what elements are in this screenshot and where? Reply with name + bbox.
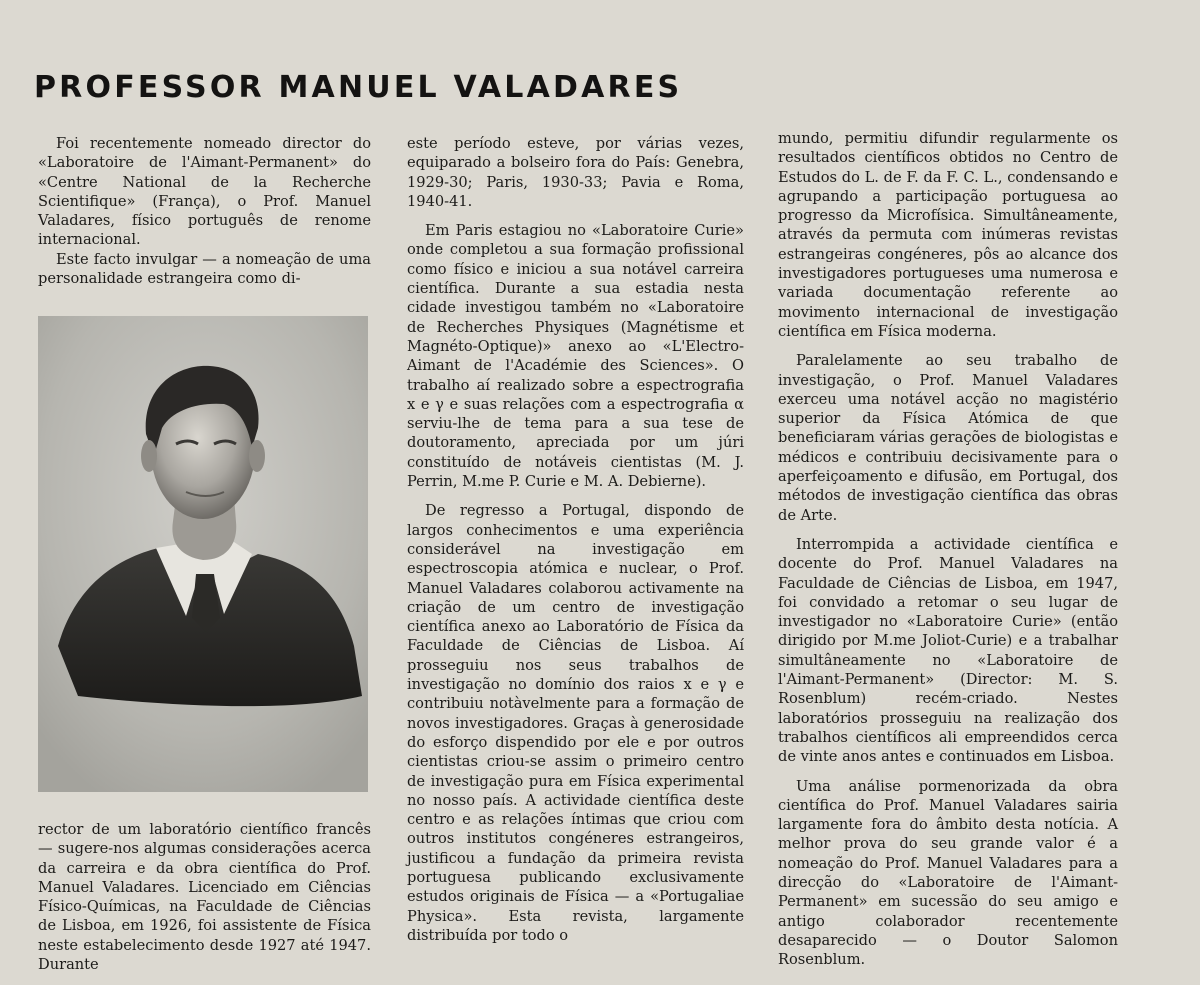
paragraph: Foi recentemente nomeado director do «Laboratoire de l'Aimant-Permanent» do «Centre National de la Recherche Scientifique» (França), o Prof. Manuel Valadares, físico português de renome internacional. bbox=[38, 135, 371, 249]
portrait-image bbox=[38, 316, 368, 792]
paragraph: Paralelamente ao seu trabalho de investigação, o Prof. Manuel Valadares exerceu uma notável acção no magistério superior da Física Atómica de que beneficiaram várias gerações de biologistas e médicos e contribuiu decisivamente para o aperfeiçoamento e difusão, em Portugal, dos métodos de investigação científica das obras de Arte. bbox=[778, 352, 1118, 524]
portrait-photo bbox=[38, 316, 368, 792]
paragraph: este período esteve, por várias vezes, equiparado a bolseiro fora do País: Genebra, 1929-30; Paris, 1930-33; Pavia e Roma, 1940-41. bbox=[407, 135, 744, 210]
paragraph: Uma análise pormenorizada da obra científica do Prof. Manuel Valadares sairia largamente fora do âmbito desta notícia. A melhor prova do seu grande valor é a nomeação do Prof. Manuel Valadares para a direcção do «Laboratoire de l'Aimant-Permanent» em sucessão do seu amigo e antigo colaborador recentemente desaparecido — o Doutor Salomon Rosenblum. bbox=[778, 777, 1118, 969]
paragraph: mundo, permitiu difundir regularmente os resultados científicos obtidos no Centro de Estudos do L. de F. da F. C. L., condensando e agrupando a participação portuguesa ao progresso da Microfísica. Simultâneamente, através da permuta com inúmeras revistas estrangeiras congéneres, pôs ao alcance dos investigadores portugueses uma numerosa e variada documentação referente ao movimento internacional de investigação científica em Física moderna. bbox=[778, 130, 1118, 340]
column-2 bbox=[407, 134, 744, 945]
column-3 bbox=[778, 129, 1118, 969]
column-1-top bbox=[38, 134, 371, 288]
paragraph: Interrompida a actividade científica e docente do Prof. Manuel Valadares na Faculdade de Ciências de Lisboa, em 1947, foi convidado a retomar o seu lugar de investigador no «Laboratoire Curie» (então dirigido por M.me Joliot-Curie) e a trabalhar simultâneamente no «Laboratoire de l'Aimant-Permanent» (Director: M. S. Rosenblum) recém-criado. Nestes laboratórios prosseguiu na realização dos trabalhos científicos ali empreendidos cerca de vinte anos antes e continuados em Lisboa. bbox=[778, 535, 1118, 766]
article-title: PROFESSOR MANUEL VALADARES bbox=[34, 70, 683, 105]
paragraph: De regresso a Portugal, dispondo de largos conhecimentos e uma experiência considerável na investigação em espectroscopia atómica e nuclear, o Prof. Manuel Valadares colaborou activamente na criação de um centro de investigação científica anexo ao Laboratório de Física da Faculdade de Ciências de Lisboa. Aí prosseguiu nos seus trabalhos de investigação no domínio dos raios x e γ e contribuiu notàvelmente para a formação de novos investigadores. Graças à generosidade do esforço dispendido por ele e por outros cientistas criou-se assim o primeiro centro de investigação pura em Física experimental no nosso país. A actividade científica deste centro e as relações íntimas que criou com outros institutos congéneres estrangeiros, justificou a fundação da primeira revista portuguesa publicando exclusivamente estudos originais de Física — a «Portugaliae Physica». Esta revista, largamente distribuída por todo o bbox=[407, 502, 744, 944]
paragraph: Em Paris estagiou no «Laboratoire Curie» onde completou a sua formação profissional como físico e iniciou a sua notável carreira científica. Durante a sua estadia nesta cidade investigou também no «Laboratoire de Recherches Physiques (Magnétisme et Magnéto-Optique)» anexo ao «L'Electro-Aimant de l'Académie des Sciences». O trabalho aí realizado sobre a espectrografia x e γ e suas relações com a espectrografia α serviu-lhe de tema para a sua tese de doutoramento, apreciada por um júri constituído de notáveis cientistas (M. J. Perrin, M.me P. Curie e M. A. Debierne). bbox=[407, 222, 744, 491]
column-1-bottom bbox=[38, 820, 371, 974]
paragraph: rector de um laboratório científico francês — sugere-nos algumas considerações acerca da carreira e da obra científica do Prof. Manuel Valadares. Licenciado em Ciências Físico-Químicas, na Faculdade de Ciências de Lisboa, em 1926, foi assistente de Física neste estabelecimento desde 1927 até 1947. Durante bbox=[38, 821, 371, 974]
paragraph: Este facto invulgar — a nomeação de uma personalidade estrangeira como di- bbox=[38, 250, 371, 288]
